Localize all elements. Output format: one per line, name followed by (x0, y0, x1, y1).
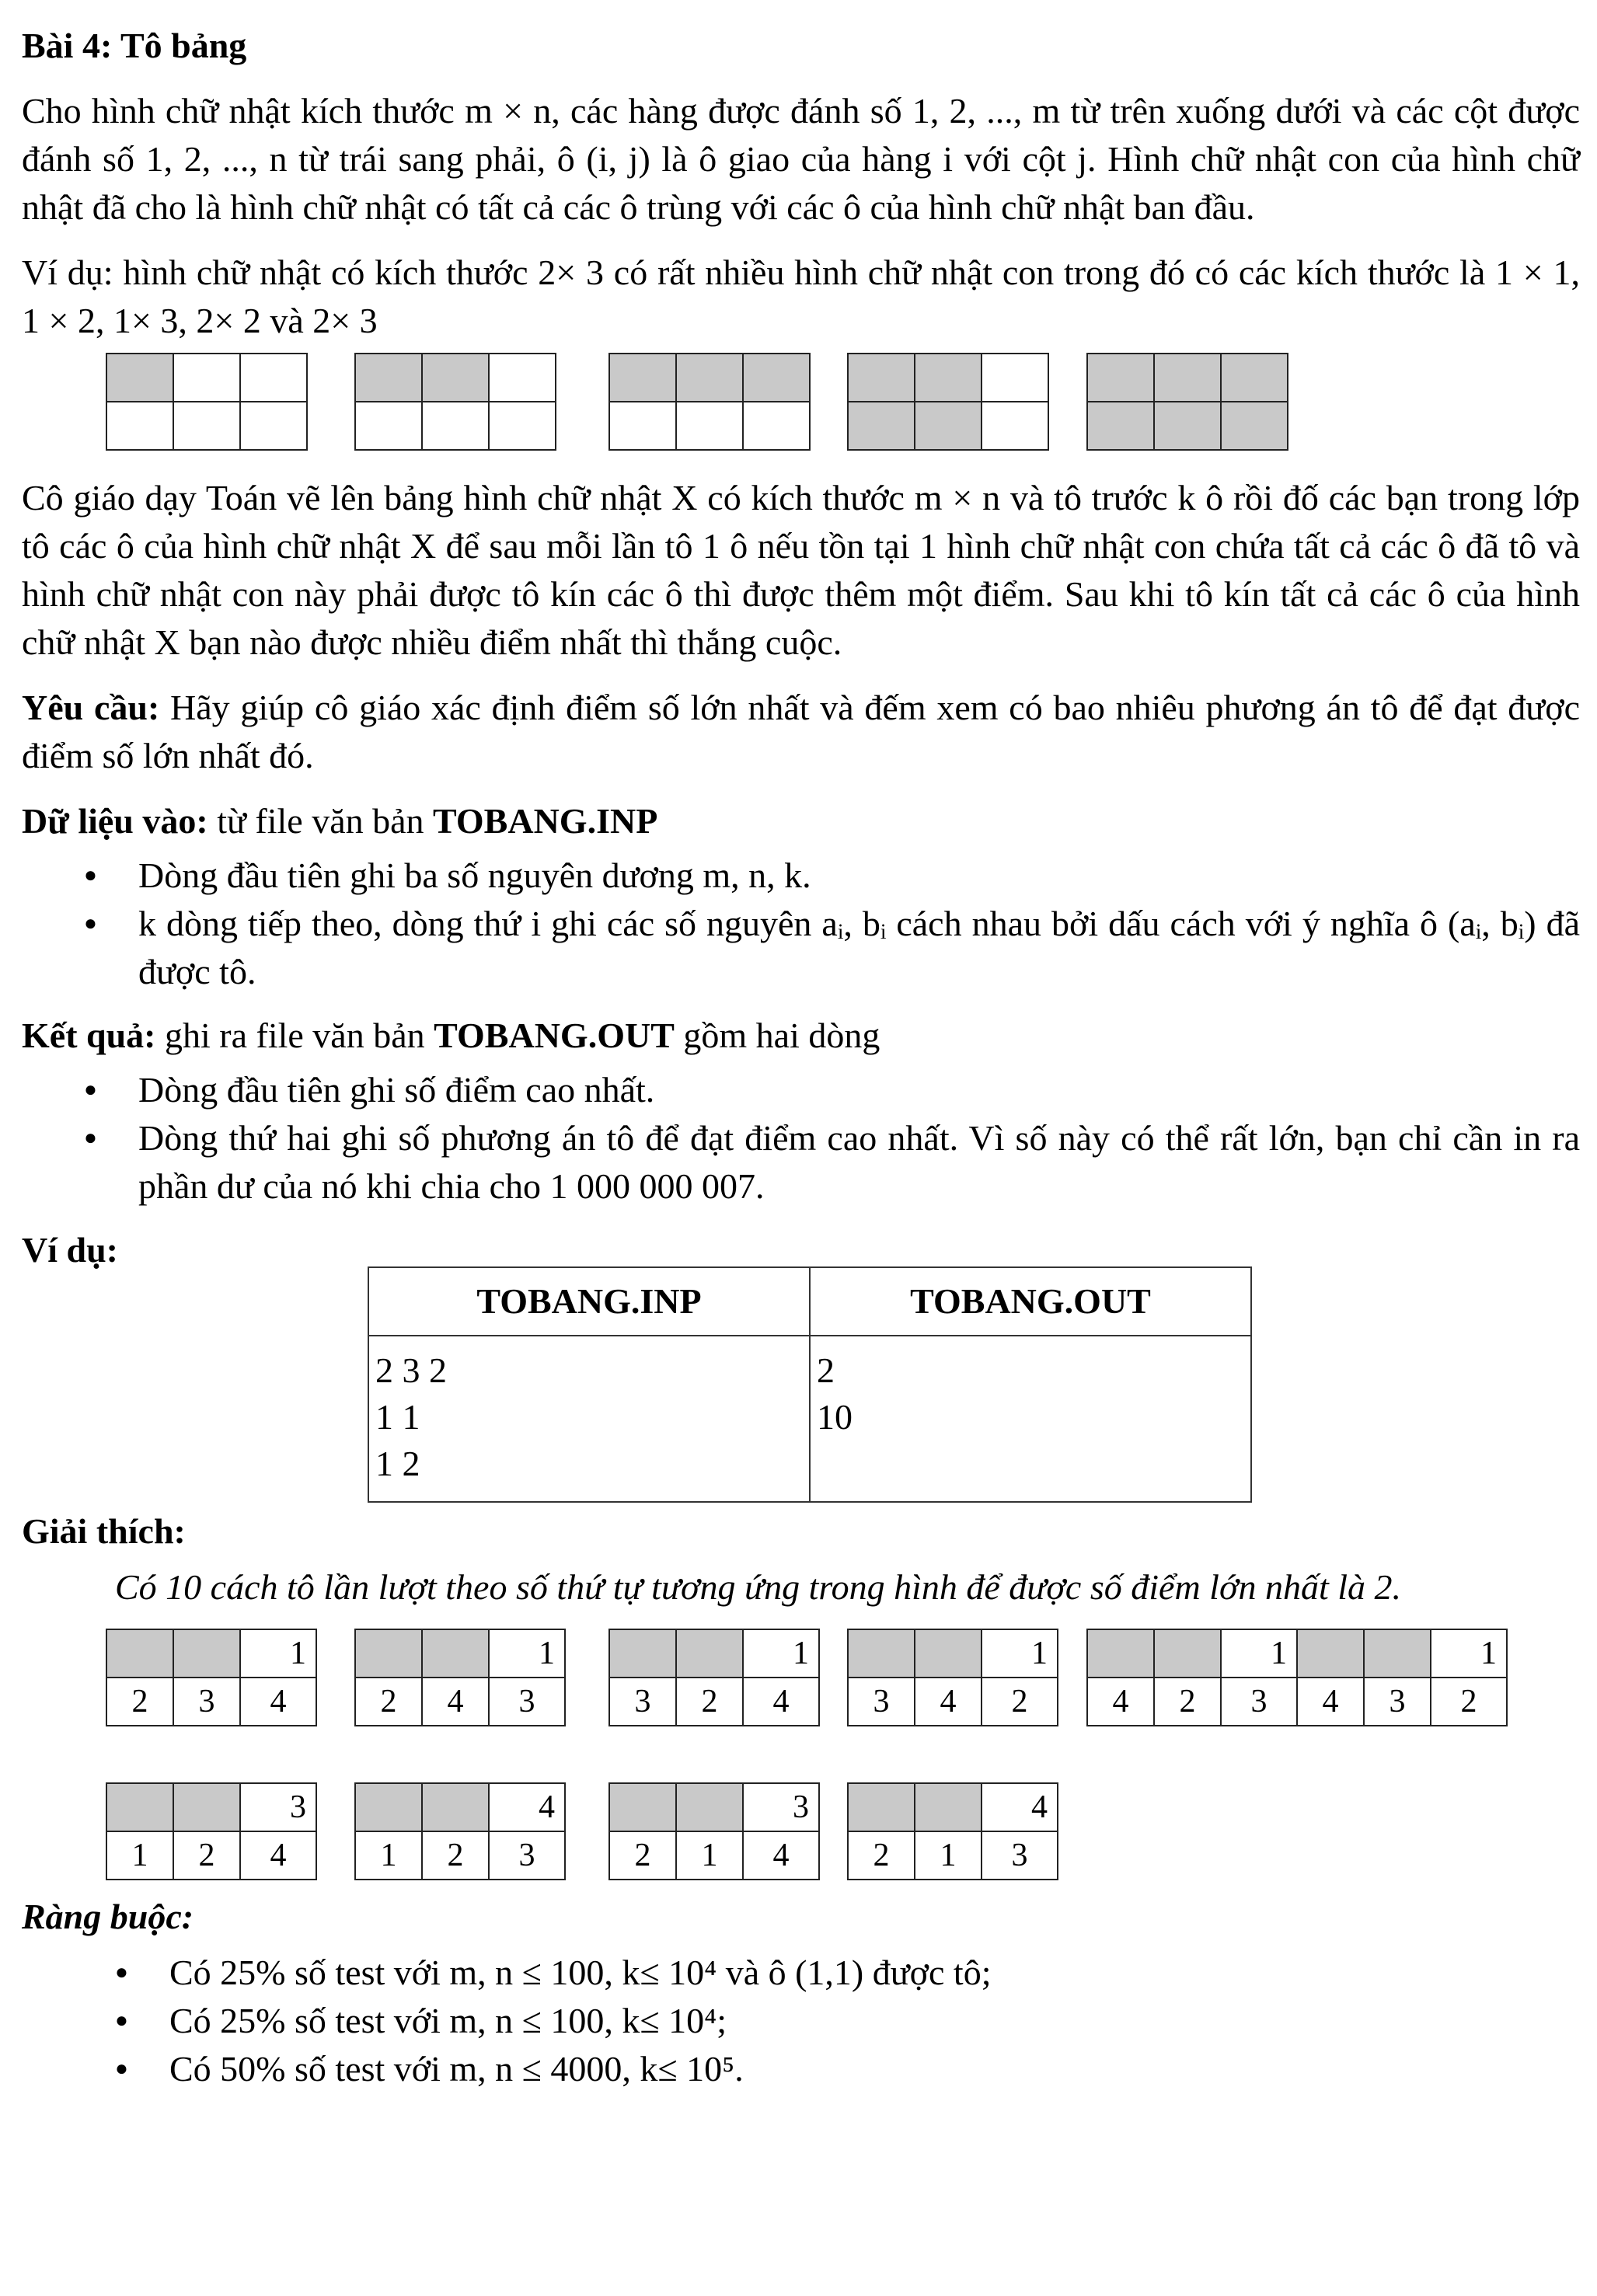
order-cell: 2 (609, 1831, 676, 1880)
order-cell: 1 (915, 1831, 982, 1880)
filled-cell (915, 354, 982, 402)
order-cell: 3 (1221, 1678, 1297, 1726)
order-cell: 3 (1364, 1678, 1431, 1726)
filled-cell (1087, 354, 1154, 402)
solution-grid (106, 1629, 317, 1726)
example-grid (608, 353, 811, 451)
output-label: Kết quả: (22, 1016, 156, 1055)
io-input-line: 1 2 (375, 1444, 420, 1483)
example-paragraph: Ví dụ: hình chữ nhật có kích thước 2× 3 có rất nhiều hình chữ nhật con trong đó có các kích thước là 1 × 1, 1 × 2, 1× 3, 2× 2 và 2× 3 (22, 253, 1580, 340)
order-cell: 2 (982, 1678, 1058, 1726)
output-list (22, 1066, 1580, 1211)
constraints-label: Ràng buộc: (22, 1897, 194, 1936)
io-table (368, 1266, 1252, 1503)
order-cell: 3 (173, 1678, 240, 1726)
order-cell: 4 (422, 1678, 489, 1726)
prefilled-cell (1297, 1629, 1364, 1678)
prefilled-cell (1154, 1629, 1221, 1678)
order-cell: 4 (743, 1831, 819, 1880)
example-grid (354, 353, 556, 451)
prefilled-cell (1087, 1629, 1154, 1678)
empty-cell (743, 402, 810, 450)
prefilled-cell (915, 1783, 982, 1831)
solution-grids-row-2 (22, 1782, 1580, 1882)
filled-cell (1221, 402, 1288, 450)
solution-grid (847, 1782, 1058, 1880)
empty-cell (982, 354, 1048, 402)
solution-grid (847, 1629, 1058, 1726)
prefilled-cell (1364, 1629, 1431, 1678)
io-input-line: 2 3 2 (375, 1350, 447, 1390)
order-cell: 2 (355, 1678, 422, 1726)
order-cell: 2 (848, 1831, 915, 1880)
input-text: từ file văn bản (207, 801, 434, 841)
filled-cell (106, 354, 173, 402)
order-cell: 3 (489, 1678, 565, 1726)
solution-grids-row-1 (22, 1629, 1580, 1728)
prefilled-cell (422, 1629, 489, 1678)
empty-cell (173, 402, 240, 450)
input-item: ● k dòng tiếp theo, dòng thứ i ghi các số nguyên aᵢ, bᵢ cách nhau bởi dấu cách với ý nghĩa ô (aᵢ, bᵢ) đã được tô. (138, 900, 1580, 996)
order-cell: 3 (489, 1831, 565, 1880)
example-grid (106, 353, 308, 451)
order-cell: 1 (982, 1629, 1058, 1678)
problem-title: Bài 4: Tô bảng (22, 26, 247, 65)
prefilled-cell (106, 1783, 173, 1831)
filled-cell (848, 402, 915, 450)
order-cell: 2 (106, 1678, 173, 1726)
prefilled-cell (173, 1629, 240, 1678)
io-output-line: 10 (817, 1397, 853, 1437)
order-cell: 1 (1431, 1629, 1507, 1678)
task-paragraph: Cô giáo dạy Toán vẽ lên bảng hình chữ nhật X có kích thước m × n và tô trước k ô rồi đố các bạn trong lớp tô các ô của hình chữ nhật X để sau mỗi lần tô 1 ô nếu tồn tại 1 hình chữ nhật con chứa tất cả các ô đã tô và hình chữ nhật con này phải được tô kín các ô thì được thêm một điểm. Sau khi tô kín tất cả các ô của hình chữ nhật X bạn nào được nhiều điểm nhất thì thắng cuộc. (22, 478, 1580, 662)
output-item: ● Dòng thứ hai ghi số phương án tô để đạt điểm cao nhất. Vì số này có thể rất lớn, bạn chỉ cần in ra phần dư của nó khi chia cho 1 000 000 007. (138, 1114, 1580, 1211)
filled-cell (848, 354, 915, 402)
solution-grid (608, 1782, 820, 1880)
prefilled-cell (848, 1629, 915, 1678)
prefilled-cell (355, 1783, 422, 1831)
filled-cell (1154, 402, 1221, 450)
solution-grid (1086, 1629, 1298, 1726)
input-list (22, 852, 1580, 996)
empty-cell (489, 354, 556, 402)
order-cell: 3 (240, 1783, 316, 1831)
filled-cell (422, 354, 489, 402)
output-text2: gồm hai dòng (674, 1016, 880, 1055)
intro-paragraph: Cho hình chữ nhật kích thước m × n, các hàng được đánh số 1, 2, ..., m từ trên xuống dưới và các cột được đánh số 1, 2, ..., n từ trái sang phải, ô (i, j) là ô giao của hàng i với cột j. Hình chữ nhật con của hình chữ nhật đã cho là hình chữ nhật có tất cả các ô trùng với các ô của hình chữ nhật ban đầu. (22, 91, 1580, 227)
order-cell: 1 (355, 1831, 422, 1880)
filled-cell (355, 354, 422, 402)
io-output-line: 2 (817, 1350, 835, 1390)
solution-grid (354, 1782, 566, 1880)
order-cell: 3 (982, 1831, 1058, 1880)
empty-cell (106, 402, 173, 450)
prefilled-cell (848, 1783, 915, 1831)
order-cell: 2 (1431, 1678, 1507, 1726)
empty-cell (355, 402, 422, 450)
order-cell: 2 (422, 1831, 489, 1880)
prefilled-cell (676, 1783, 743, 1831)
filled-cell (743, 354, 810, 402)
empty-cell (173, 354, 240, 402)
order-cell: 2 (173, 1831, 240, 1880)
requirement-text: Hãy giúp cô giáo xác định điểm số lớn nhất và đếm xem có bao nhiêu phương án tô để đạt được điểm số lớn nhất đó. (22, 688, 1580, 775)
solution-grid (1296, 1629, 1508, 1726)
solution-grid (608, 1629, 820, 1726)
example-grid (847, 353, 1049, 451)
example-label: Ví dụ: (22, 1230, 118, 1270)
order-cell: 4 (1297, 1678, 1364, 1726)
empty-cell (240, 354, 307, 402)
order-cell: 2 (1154, 1678, 1221, 1726)
order-cell: 4 (240, 1831, 316, 1880)
order-cell: 4 (915, 1678, 982, 1726)
empty-cell (982, 402, 1048, 450)
order-cell: 4 (743, 1678, 819, 1726)
example-grid (1086, 353, 1288, 451)
filled-cell (609, 354, 676, 402)
order-cell: 3 (743, 1783, 819, 1831)
order-cell: 2 (676, 1678, 743, 1726)
order-cell: 1 (240, 1629, 316, 1678)
constraint-item: ● Có 50% số test với m, n ≤ 4000, k≤ 10⁵. (169, 2045, 1580, 2093)
prefilled-cell (609, 1629, 676, 1678)
io-input-cell (368, 1336, 810, 1502)
prefilled-cell (609, 1783, 676, 1831)
input-heading (22, 797, 1580, 845)
constraints-list (22, 1949, 1580, 2093)
prefilled-cell (422, 1783, 489, 1831)
order-cell: 1 (743, 1629, 819, 1678)
empty-cell (240, 402, 307, 450)
filled-cell (1087, 402, 1154, 450)
requirement-paragraph (22, 684, 1580, 780)
prefilled-cell (915, 1629, 982, 1678)
order-cell: 4 (240, 1678, 316, 1726)
order-cell: 1 (106, 1831, 173, 1880)
filled-cell (915, 402, 982, 450)
io-output-cell (810, 1336, 1251, 1502)
output-text: ghi ra file văn bản (155, 1016, 434, 1055)
constraint-item: ● Có 25% số test với m, n ≤ 100, k≤ 10⁴; (169, 1997, 1580, 2045)
io-input-line: 1 1 (375, 1397, 420, 1437)
empty-cell (489, 402, 556, 450)
filled-cell (1154, 354, 1221, 402)
problem-page (22, 22, 1580, 2109)
requirement-label: Yêu cầu: (22, 688, 160, 727)
filled-cell (676, 354, 743, 402)
order-cell: 4 (489, 1783, 565, 1831)
output-file: TOBANG.OUT (434, 1016, 675, 1055)
io-header-input: TOBANG.INP (368, 1267, 810, 1336)
order-cell: 4 (982, 1783, 1058, 1831)
input-file: TOBANG.INP (433, 801, 658, 841)
io-header-output: TOBANG.OUT (810, 1267, 1251, 1336)
prefilled-cell (355, 1629, 422, 1678)
input-item: ● Dòng đầu tiên ghi ba số nguyên dương m, n, k. (138, 852, 1580, 900)
prefilled-cell (106, 1629, 173, 1678)
solution-grid (354, 1629, 566, 1726)
order-cell: 3 (609, 1678, 676, 1726)
empty-cell (422, 402, 489, 450)
order-cell: 1 (1221, 1629, 1297, 1678)
filled-cell (1221, 354, 1288, 402)
order-cell: 4 (1087, 1678, 1154, 1726)
explain-text: Có 10 cách tô lần lượt theo số thứ tự tương ứng trong hình để được số điểm lớn nhất là 2. (115, 1567, 1402, 1607)
constraint-item: ● Có 25% số test với m, n ≤ 100, k≤ 10⁴ và ô (1,1) được tô; (169, 1949, 1580, 1997)
explain-label: Giải thích: (22, 1511, 186, 1551)
solution-grid (106, 1782, 317, 1880)
empty-cell (609, 402, 676, 450)
order-cell: 1 (489, 1629, 565, 1678)
output-heading (22, 1012, 1580, 1060)
prefilled-cell (676, 1629, 743, 1678)
output-item: ● Dòng đầu tiên ghi số điểm cao nhất. (138, 1066, 1580, 1114)
prefilled-cell (173, 1783, 240, 1831)
input-label: Dữ liệu vào: (22, 801, 208, 841)
order-cell: 1 (676, 1831, 743, 1880)
empty-cell (676, 402, 743, 450)
example-grids (22, 353, 1580, 455)
order-cell: 3 (848, 1678, 915, 1726)
